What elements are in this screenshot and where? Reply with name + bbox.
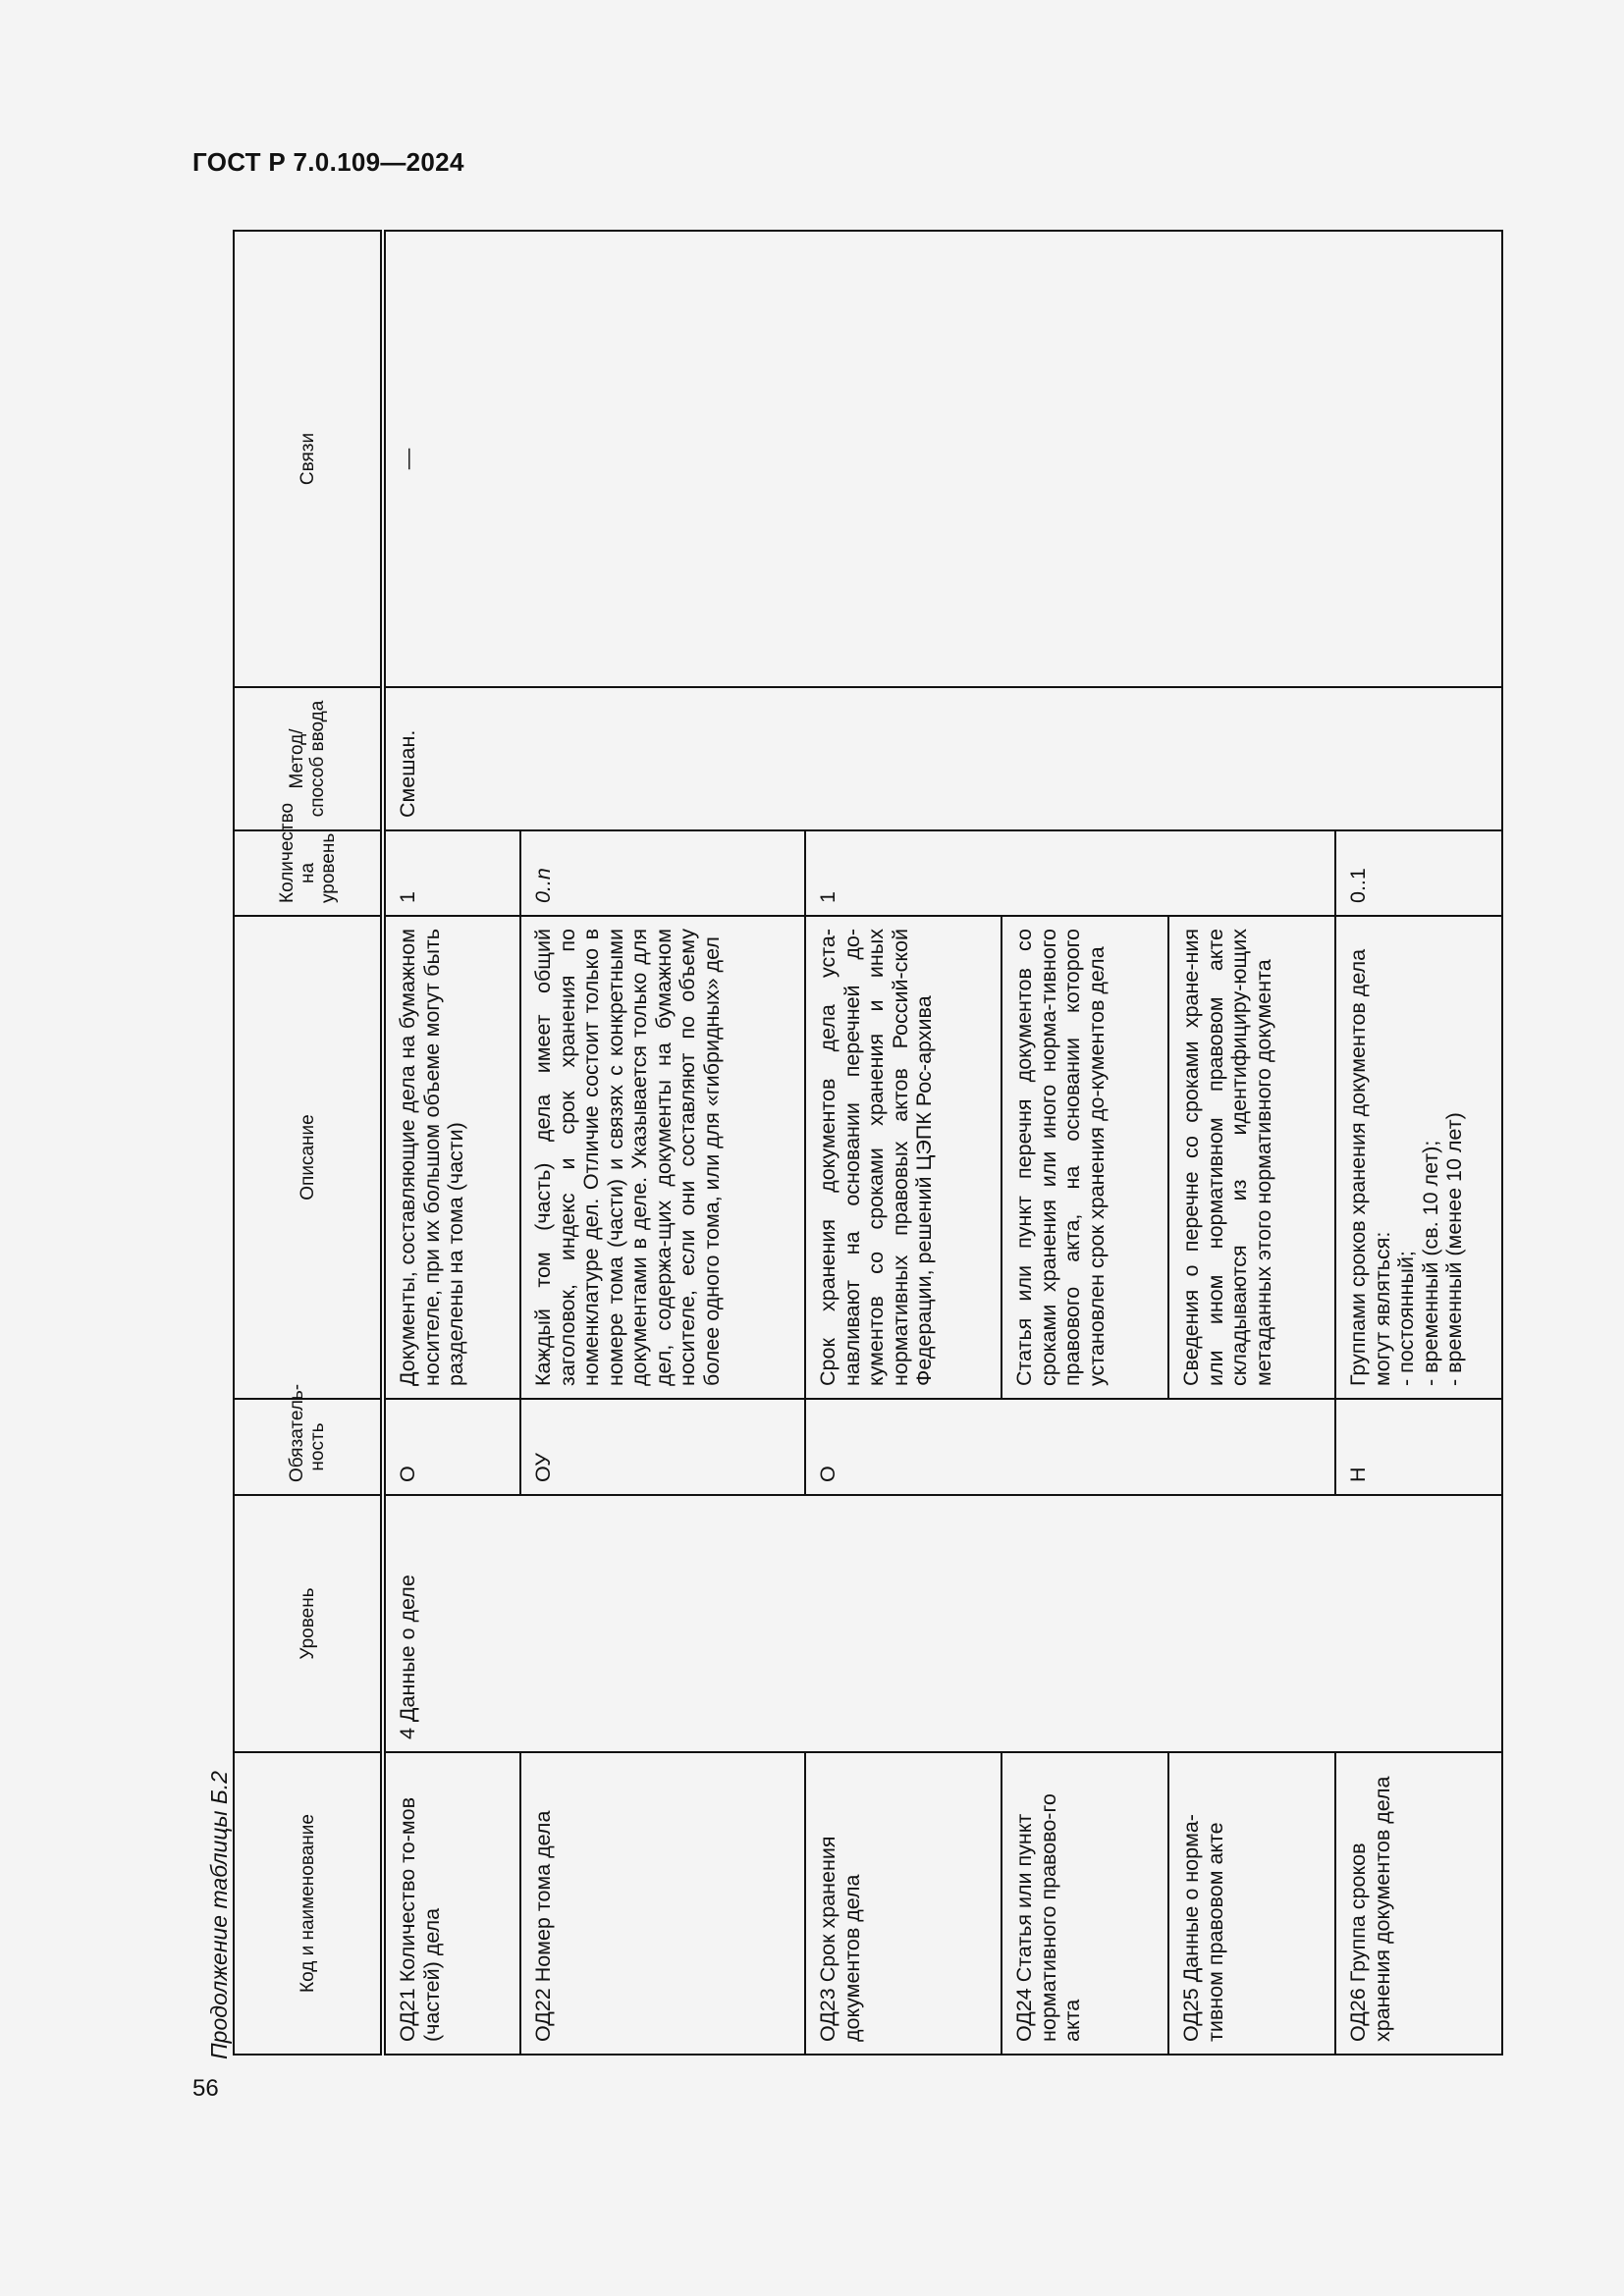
row-level: 4 Данные о деле — [383, 1495, 1502, 1752]
row-description: Сведения о перечне со сроками хране-ния или ином нормативном правовом акте складываются из идентифициру-ющих метаданных этого нормативного документа — [1168, 916, 1335, 1399]
header-description: Описание — [234, 916, 383, 1399]
row-method: Смешан. — [383, 687, 1502, 830]
row-obligation: ОУ — [520, 1399, 805, 1495]
description-intro: Группами сроков хранения документов дела могут являться: — [1346, 948, 1394, 1386]
row-code: ОД23 Срок хранения документов дела — [805, 1752, 1001, 2055]
row-code: ОД21 Количество то-мов (частей) дела — [383, 1752, 520, 2055]
row-quantity: 1 — [383, 830, 520, 916]
row-description — [1335, 916, 1502, 1399]
row-description: Статья или пункт перечня документов со сроками хранения или иного норма-тивного правового акта, на основании которого установлен срок хранения до-кументов дела — [1001, 916, 1168, 1399]
table-header-row — [234, 231, 383, 2055]
header-quantity: Количество на уровень — [234, 830, 383, 916]
list-item: - временный (св. 10 лет); — [1418, 1140, 1442, 1386]
row-obligation: О — [805, 1399, 1335, 1495]
page-number: 56 — [192, 2075, 219, 2102]
rotated-table-container — [233, 232, 1501, 2056]
storage-group-list — [1394, 929, 1467, 1386]
row-obligation: О — [383, 1399, 520, 1495]
row-description: Документы, составляющие дела на бумажном носителе, при их большом объеме могут быть разделены на тома (части) — [383, 916, 520, 1399]
header-links: Связи — [234, 231, 383, 687]
table-caption: Продолжение таблицы Б.2 — [206, 1771, 232, 2059]
table-row — [383, 231, 520, 2055]
header-level: Уровень — [234, 1495, 383, 1752]
row-links: — — [383, 231, 1502, 687]
row-description: Срок хранения документов дела уста-навливают на основании перечней до-кументов со сроками хранения и иных нормативных правовых актов Россий-ской Федерации, решений ЦЭПК Рос-архива — [805, 916, 1001, 1399]
document-header: ГОСТ Р 7.0.109—2024 — [192, 147, 464, 177]
row-quantity: 0..n — [520, 830, 805, 916]
metadata-table — [233, 230, 1503, 2056]
row-obligation: Н — [1335, 1399, 1502, 1495]
row-code: ОД24 Статья или пункт нормативного правово-го акта — [1001, 1752, 1168, 2055]
list-item: - временный (менее 10 лет) — [1442, 1112, 1466, 1386]
row-code: ОД25 Данные о норма-тивном правовом акте — [1168, 1752, 1335, 2055]
row-code: ОД22 Номер тома дела — [520, 1752, 805, 2055]
header-method: Метод/ способ ввода — [234, 687, 383, 830]
row-code: ОД26 Группа сроков хранения документов дела — [1335, 1752, 1502, 2055]
list-item: - постоянный; — [1394, 1251, 1418, 1386]
header-obligation: Обязатель-ность — [234, 1399, 383, 1495]
header-code: Код и наименование — [234, 1752, 383, 2055]
row-description: Каждый том (часть) дела имеет общий заголовок, индекс и срок хранения по номенклатуре дел. Отличие состоит только в номере тома (части) и связях с конкретными документами в деле. Указывается только для дел, содержа-щих документы на бумажном носителе, если они составляют по объему более одного тома, или для «гибридных» дел — [520, 916, 805, 1399]
row-quantity: 1 — [805, 830, 1335, 916]
row-quantity: 0..1 — [1335, 830, 1502, 916]
